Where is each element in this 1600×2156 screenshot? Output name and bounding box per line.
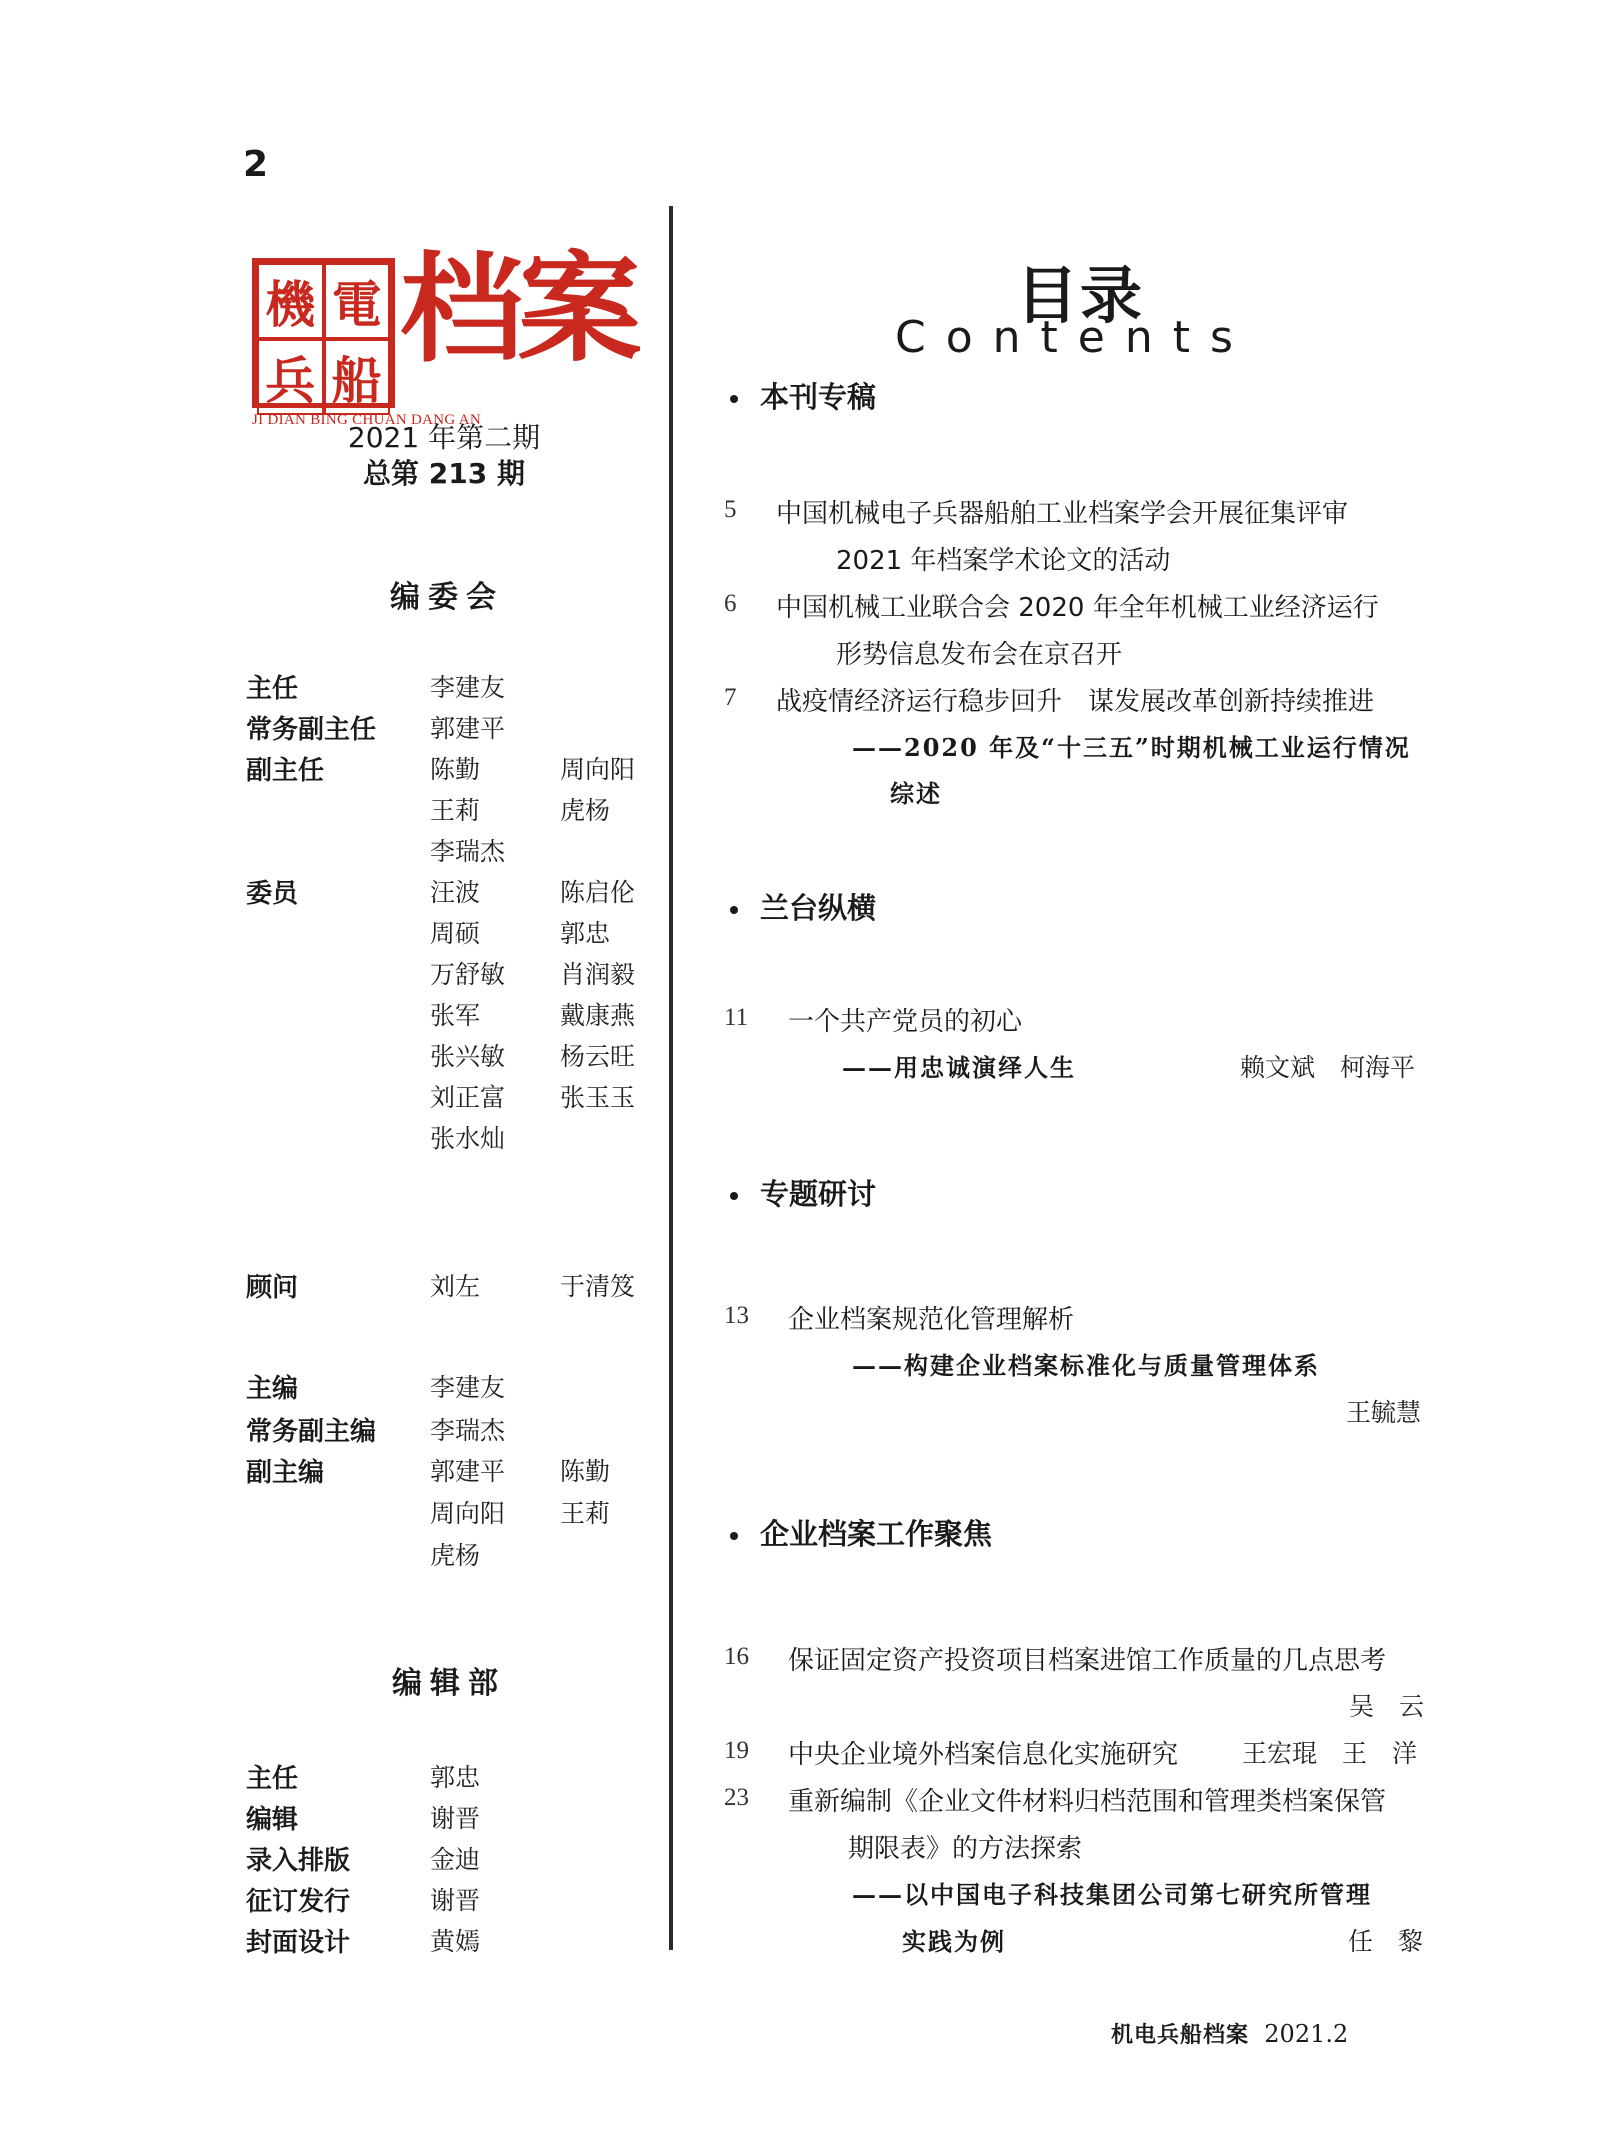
advisor-name: 刘左 [430, 1272, 481, 1301]
toc-title: 目录 [1016, 259, 1145, 332]
dept-role: 录入排版 [246, 1846, 351, 1876]
board-role: 主任 [246, 674, 299, 704]
toc-authors: 吴 云 [1349, 1692, 1425, 1721]
editorial-dept-title: 编辑部 [392, 1666, 506, 1701]
editorial-board-title: 编委会 [390, 580, 504, 615]
advisor-role: 顾问 [246, 1273, 299, 1303]
board-member: 张玉玉 [560, 1083, 636, 1112]
toc-article-title[interactable]: 一个共产党员的初心 [788, 1007, 1023, 1037]
board-member: 汪波 [430, 878, 481, 907]
editor-name: 虎杨 [430, 1541, 481, 1570]
dept-role: 封面设计 [246, 1928, 351, 1958]
board-member: 戴康燕 [560, 1001, 636, 1030]
toc-section-heading: 本刊专稿 [728, 375, 876, 416]
board-member: 张军 [430, 1001, 481, 1030]
toc-article-subtitle: ——2020 年及“十三五”时期机械工业运行情况 [852, 733, 1411, 762]
seal-char: 機 [257, 263, 324, 339]
editor-role: 副主编 [246, 1458, 325, 1488]
seal-char: 電 [324, 263, 391, 339]
editor-name: 陈勤 [560, 1457, 611, 1486]
toc-section-heading: 专题研讨 [728, 1172, 876, 1213]
toc-page-number: 6 [724, 590, 737, 617]
page-number: 2 [243, 144, 269, 185]
board-member: 万舒敏 [430, 960, 506, 989]
toc-authors: 赖文斌 柯海平 [1240, 1053, 1416, 1082]
board-role: 常务副主任 [246, 715, 377, 745]
toc-article-title[interactable]: 2021 年档案学术论文的活动 [836, 546, 1171, 576]
board-member: 肖润毅 [560, 960, 636, 989]
dept-role: 征订发行 [246, 1887, 351, 1917]
dept-member: 金迪 [430, 1845, 481, 1874]
editor-name: 郭建平 [430, 1457, 506, 1486]
board-member: 王莉 [430, 796, 481, 825]
toc-page-number: 19 [724, 1737, 749, 1764]
toc-article-subtitle: ——构建企业档案标准化与质量管理体系 [852, 1351, 1320, 1380]
toc-article-title[interactable]: 战疫情经济运行稳步回升 谋发展改革创新持续推进 [776, 687, 1375, 717]
toc-article-title[interactable]: 保证固定资产投资项目档案进馆工作质量的几点思考 [788, 1646, 1387, 1676]
toc-page-number: 5 [724, 496, 737, 523]
board-member: 郭忠 [560, 919, 611, 948]
footer-issue: 2021.2 [1264, 2020, 1349, 2048]
bullet-icon [730, 1532, 738, 1540]
bullet-icon [730, 395, 738, 403]
toc-article-subtitle: 实践为例 [902, 1927, 1006, 1956]
journal-brand-logo: 档案 [400, 239, 636, 378]
board-member: 虎杨 [560, 796, 611, 825]
advisor-name: 于清笈 [560, 1272, 636, 1301]
board-role: 副主任 [246, 756, 325, 786]
bullet-icon [730, 1192, 738, 1200]
running-footer [1111, 2018, 1348, 2049]
toc-page-number: 16 [724, 1643, 749, 1670]
toc-page-number: 11 [724, 1004, 749, 1031]
editor-role: 主编 [246, 1374, 299, 1404]
board-member: 周硕 [430, 919, 481, 948]
toc-page-number: 23 [724, 1784, 749, 1811]
dept-member: 黄嫣 [430, 1927, 481, 1956]
toc-authors: 王宏琨 王 洋 [1242, 1739, 1418, 1768]
editor-name: 王莉 [560, 1499, 611, 1528]
seal-char: 船 [324, 339, 391, 415]
toc-article-title[interactable]: 期限表》的方法探索 [848, 1834, 1083, 1864]
toc-subtitle: Contents [895, 312, 1253, 363]
toc-article-title[interactable]: 企业档案规范化管理解析 [788, 1305, 1075, 1335]
toc-article-subtitle: 综述 [890, 779, 942, 808]
editor-name: 李瑞杰 [430, 1416, 506, 1445]
board-member: 张兴敏 [430, 1042, 506, 1071]
toc-page-number: 13 [724, 1302, 749, 1329]
toc-section-heading: 兰台纵横 [728, 886, 876, 927]
toc-page-number: 7 [724, 684, 737, 711]
issue-number: 2021 年第二期 [347, 421, 541, 454]
board-member: 杨云旺 [560, 1042, 636, 1071]
dept-role: 主任 [246, 1764, 299, 1794]
dept-member: 谢晋 [430, 1886, 481, 1915]
dept-member: 郭忠 [430, 1763, 481, 1792]
column-divider [669, 206, 673, 1950]
toc-article-title[interactable]: 中央企业境外档案信息化实施研究 [788, 1740, 1179, 1770]
board-member: 李建友 [430, 673, 506, 702]
toc-article-title[interactable]: 重新编制《企业文件材料归档范围和管理类档案保管 [788, 1787, 1387, 1817]
journal-pinyin: JI DIAN BING CHUAN DANG AN [252, 412, 482, 428]
total-issue-number: 总第 213 期 [363, 457, 525, 490]
toc-article-title[interactable]: 中国机械电子兵器船舶工业档案学会开展征集评审 [776, 499, 1349, 529]
board-member: 陈启伦 [560, 878, 636, 907]
dept-member: 谢晋 [430, 1804, 481, 1833]
board-member: 李瑞杰 [430, 837, 506, 866]
toc-article-title[interactable]: 形势信息发布会在京召开 [836, 640, 1123, 670]
bullet-icon [730, 906, 738, 914]
toc-authors: 任 黎 [1348, 1927, 1424, 1956]
toc-article-title[interactable]: 中国机械工业联合会 2020 年全年机械工业经济运行 [776, 593, 1379, 623]
footer-journal-name: 机电兵船档案 [1111, 2022, 1250, 2048]
editor-name: 李建友 [430, 1373, 506, 1402]
board-role: 委员 [246, 879, 299, 909]
toc-section-heading: 企业档案工作聚焦 [728, 1512, 992, 1553]
board-member: 郭建平 [430, 714, 506, 743]
toc-article-subtitle: ——用忠诚演绎人生 [842, 1053, 1076, 1082]
board-member: 张水灿 [430, 1124, 506, 1153]
toc-article-subtitle: ——以中国电子科技集团公司第七研究所管理 [852, 1880, 1372, 1909]
journal-seal-logo [252, 258, 395, 408]
dept-role: 编辑 [246, 1805, 299, 1835]
editor-role: 常务副主编 [246, 1417, 377, 1447]
editor-name: 周向阳 [430, 1499, 506, 1528]
board-member: 刘正富 [430, 1083, 506, 1112]
toc-authors: 王毓慧 [1346, 1398, 1422, 1427]
board-member: 陈勤 [430, 755, 481, 784]
seal-char: 兵 [257, 339, 324, 415]
board-member: 周向阳 [560, 755, 636, 784]
